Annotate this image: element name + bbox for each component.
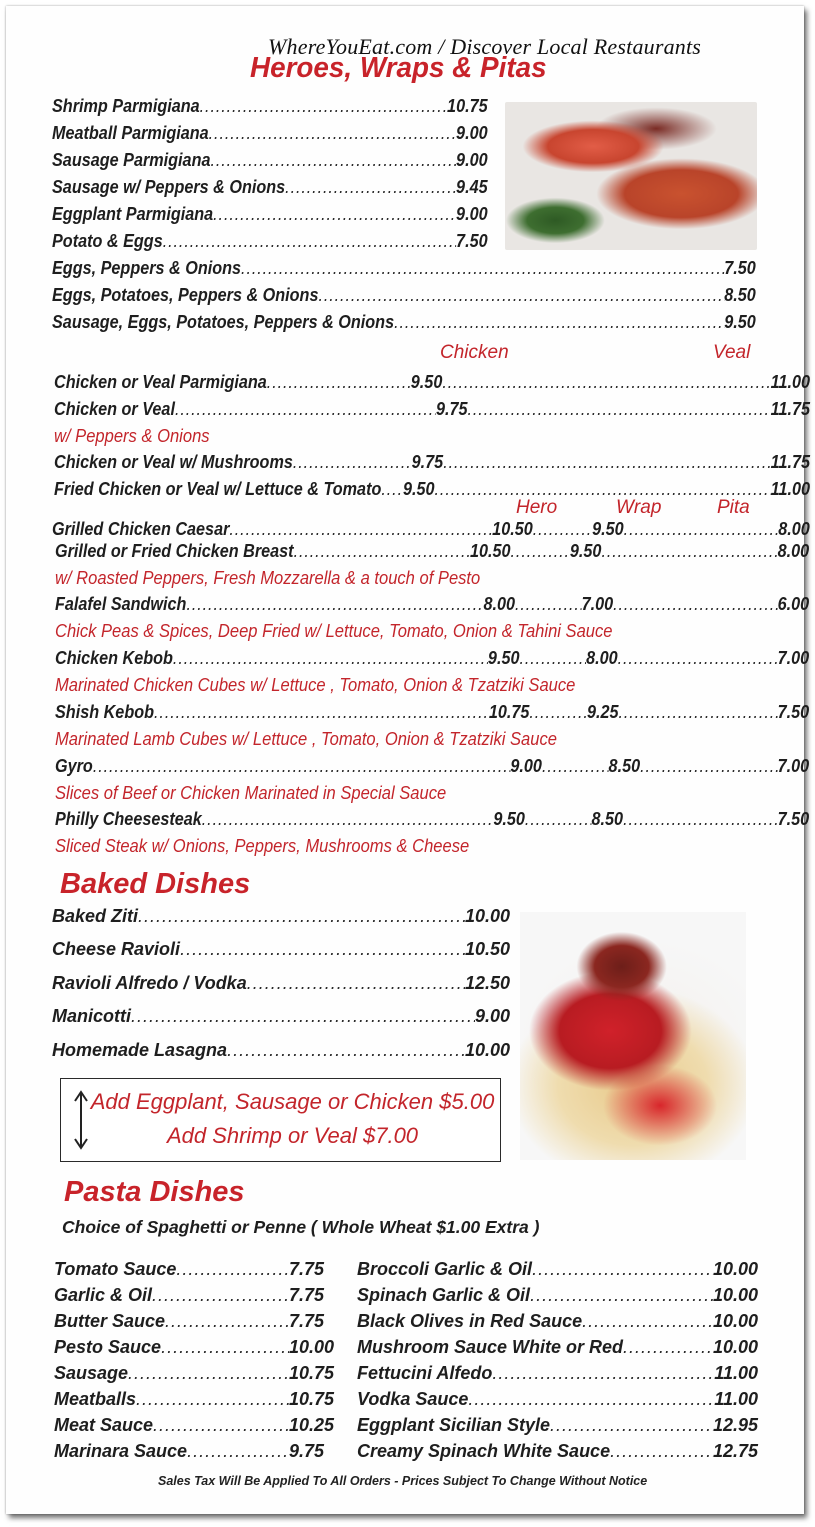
menu-item: Potato & Eggs ..... 7.50 [52, 231, 488, 252]
column-header-wrap: Wrap [616, 497, 662, 518]
pasta-subtitle: Choice of Spaghetti or Penne ( Whole Wheat $1.00 Extra ) [62, 1217, 540, 1237]
menu-item: Garlic & Oil ..... 7.75 [54, 1285, 324, 1306]
item-description: Slices of Beef or Chicken Marinated in Special Sauce [55, 783, 447, 803]
menu-item: Meatballs ..... 10.75 [54, 1389, 334, 1410]
menu-item: Chicken or Veal Parmigiana ..... 9.50 ..... 11.00 [54, 372, 810, 393]
menu-item: Sausage w/ Peppers & Onions ..... 9.45 [52, 177, 488, 198]
footer-notice: Sales Tax Will Be Applied To All Orders - Prices Subject To Change Without Notice [158, 1474, 648, 1488]
menu-item: Meatball Parmigiana ..... 9.00 [52, 123, 488, 144]
menu-item: Fettucini Alfedo ..... 11.00 [357, 1363, 758, 1384]
item-description: Marinated Chicken Cubes w/ Lettuce , Tomato, Onion & Tzatziki Sauce [55, 675, 576, 695]
menu-page [6, 6, 810, 1514]
addon-line-1: Add Eggplant, Sausage or Chicken $5.00 [90, 1089, 495, 1114]
column-header-chicken: Chicken [440, 342, 509, 363]
menu-item: Spinach Garlic & Oil ..... 10.00 [357, 1285, 758, 1306]
item-description: Chick Peas & Spices, Deep Fried w/ Lettuce, Tomato, Onion & Tahini Sauce [55, 621, 613, 641]
menu-item: Black Olives in Red Sauce ..... 10.00 [357, 1311, 758, 1332]
menu-item: Eggs, Potatoes, Peppers & Onions ..... 8.50 [52, 285, 756, 306]
menu-item: Shish Kebob ..... 10.75 ..... 9.25 ..... 7.50 [55, 702, 809, 723]
column-header-hero: Hero [516, 497, 558, 518]
menu-item: Manicotti ..... 9.00 [52, 1006, 510, 1027]
menu-item: Baked Ziti ..... 10.00 [52, 906, 510, 927]
menu-item: Homemade Lasagna ..... 10.00 [52, 1040, 510, 1061]
sandwich-photo [505, 102, 757, 250]
menu-item: Meat Sauce ..... 10.25 [54, 1415, 334, 1436]
menu-item: Marinara Sauce ..... 9.75 [54, 1441, 324, 1462]
menu-item: Grilled Chicken Caesar ..... 10.50 ..... 9.50 ..... 8.00 [52, 519, 810, 540]
item-description: w/ Roasted Peppers, Fresh Mozzarella & a touch of Pesto [55, 568, 481, 588]
menu-item: Chicken or Veal w/ Mushrooms ..... 9.75 ..... 11.75 [54, 452, 810, 473]
menu-item: Cheese Ravioli ..... 10.50 [52, 939, 510, 960]
menu-item: Sausage Parmigiana ..... 9.00 [52, 150, 488, 171]
item-description: Marinated Lamb Cubes w/ Lettuce , Tomato, Onion & Tzatziki Sauce [55, 729, 557, 749]
item-description: w/ Peppers & Onions [54, 426, 210, 446]
menu-item: Eggs, Peppers & Onions ..... 7.50 [52, 258, 756, 279]
site-watermark: WhereYouEat.com / Discover Local Restaurants [268, 34, 702, 59]
spaghetti-meatballs-photo [520, 912, 746, 1160]
menu-item: Fried Chicken or Veal w/ Lettuce & Tomato ..... 9.50 ..... 11.00 [54, 479, 810, 500]
addons-box [60, 1078, 501, 1162]
menu-item: Shrimp Parmigiana ..... 10.75 [52, 96, 488, 117]
item-description: Sliced Steak w/ Onions, Peppers, Mushrooms & Cheese [55, 836, 470, 856]
menu-item: Vodka Sauce ..... 11.00 [357, 1389, 758, 1410]
section-title-heroes: Heroes, Wraps & Pitas [250, 52, 547, 84]
menu-item: Gyro ..... 9.00 ..... 8.50 ..... 7.00 [55, 756, 809, 777]
menu-item: Eggplant Parmigiana ..... 9.00 [52, 204, 488, 225]
menu-item: Falafel Sandwich ..... 8.00 ..... 7.00 ..... 6.00 [55, 594, 809, 615]
menu-item: Ravioli Alfredo / Vodka ..... 12.50 [52, 973, 510, 994]
menu-item: Pesto Sauce ..... 10.00 [54, 1337, 334, 1358]
column-header-pita: Pita [717, 497, 750, 518]
column-header-veal: Veal [713, 342, 751, 363]
menu-item: Grilled or Fried Chicken Breast ..... 10.50 ..... 9.50 ..... 8.00 [55, 541, 809, 562]
menu-item: Sausage ..... 10.75 [54, 1363, 334, 1384]
section-title-baked: Baked Dishes [60, 868, 251, 900]
menu-item: Eggplant Sicilian Style ..... 12.95 [357, 1415, 758, 1436]
section-title-pasta: Pasta Dishes [64, 1176, 245, 1208]
menu-item: Philly Cheesesteak ..... 9.50 ..... 8.50 ..... 7.50 [55, 809, 809, 830]
menu-item: Chicken or Veal ..... 9.75 ..... 11.75 [54, 399, 810, 420]
menu-item: Sausage, Eggs, Potatoes, Peppers & Onions ..... 9.50 [52, 312, 756, 333]
menu-item: Broccoli Garlic & Oil ..... 10.00 [357, 1259, 758, 1280]
menu-item: Tomato Sauce ..... 7.75 [54, 1259, 324, 1280]
menu-item: Creamy Spinach White Sauce ..... 12.75 [357, 1441, 758, 1462]
menu-item: Butter Sauce ..... 7.75 [54, 1311, 324, 1332]
addon-line-2: Add Shrimp or Veal $7.00 [166, 1123, 419, 1148]
menu-item: Mushroom Sauce White or Red ..... 10.00 [357, 1337, 758, 1358]
menu-item: Chicken Kebob ..... 9.50 ..... 8.00 ..... 7.00 [55, 648, 809, 669]
